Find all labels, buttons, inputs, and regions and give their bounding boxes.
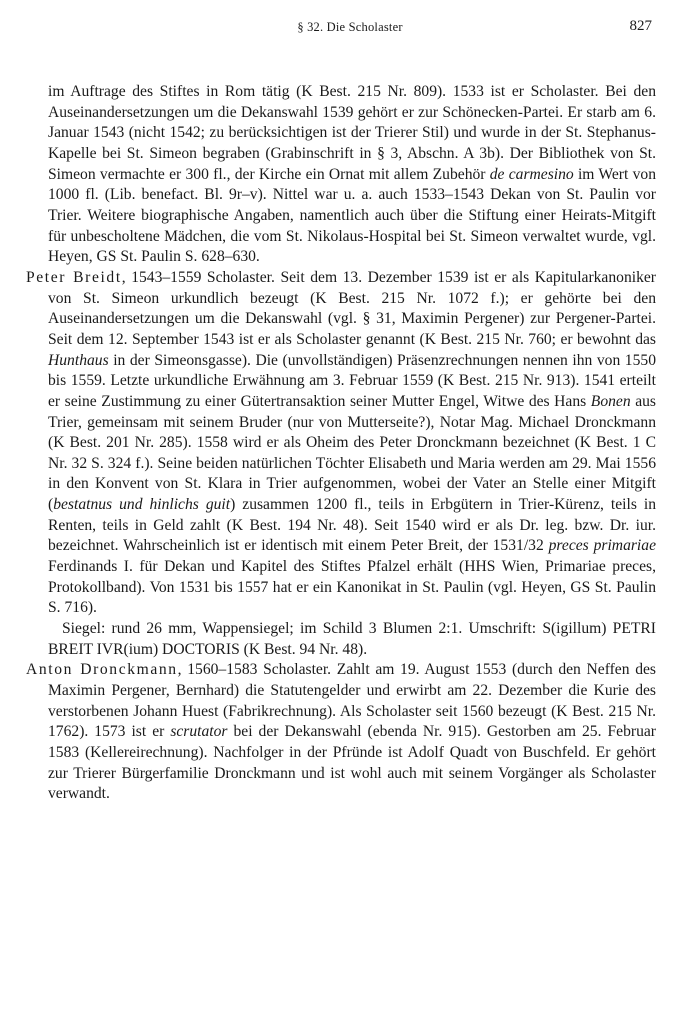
entry-peter-breidt bbox=[26, 268, 656, 619]
italic-term: preces primariae bbox=[548, 537, 656, 555]
text-run: Siegel: rund 26 mm, Wappensiegel; im Schild 3 Blumen 2:1. Umschrift: S(igillum) PETRI BREIT IVR(ium) DOCTORIS (K Best. 94 Nr. 48). bbox=[48, 620, 656, 658]
text-run: Ferdinands I. für Dekan und Kapitel des Stiftes Pfalzel erhält (HHS Wien, Primariae preces, Protokollband). Von 1531 bis 1557 hat er ein Kanonikat in St. Paulin (vgl. Heyen, GS St. Paulin S. 716). bbox=[48, 558, 656, 617]
italic-term: de carmesino bbox=[489, 165, 574, 183]
text-run: , 1560–1583 Scholaster. Zahlt am 19. August 1553 (durch den Neffen des Maximin Pergener, Bernhard) die Statutengelder und erwirbt am 22. Dezember die Kurie des verstorbenen Johann Huest (Fabrikrechnung). Als Scholaster seit 1560 bezeugt (K Best. 215 Nr. 1762). 1573 ist er bbox=[48, 661, 656, 741]
text-run: aus Trier, gemeinsam mit seinem Bruder (nur von Mutterseite?), Notar Mag. Michael Dronckmann (K Best. 201 Nr. 285). 1558 wird er als Oheim des Peter Dronckmann bezeichnet (K Best. 1 C Nr. 32 S. 324 f.). Seine beiden natürlichen Töchter Elisabeth und Maria werden am 29. Mai 1556 in den Konvent von St. Klara in Trier aufgenommen, wobei der Vater an Stelle einer Mitgift ( bbox=[48, 392, 656, 514]
italic-term: scrutator bbox=[170, 723, 228, 741]
italic-term: Bonen bbox=[590, 392, 631, 410]
entry-anton-dronckmann bbox=[26, 660, 656, 805]
text-run: in der Simeonsgasse). Die (unvollständigen) Präsenzrechnungen nennen ihn von 1550 bis 1559. Letzte urkundliche Erwähnung am 3. Februar 1559 (K Best. 215 Nr. 913). 1541 erteilt er seine Zustimmung zu einer Gütertransaktion seiner Mutter Engel, Witwe des Hans bbox=[48, 351, 656, 410]
text-run: bei der Dekanswahl (ebenda Nr. 915). Gestorben am 25. Februar 1583 (Kellereirechnung). Nachfolger in der Pfründe ist Adolf Quadt von Buschfeld. Er gehört zur Trierer Bürgerfamilie Dronckmann und ist wohl auch mit seinem Vorgänger als Scholaster verwandt. bbox=[48, 723, 656, 803]
italic-term: bestatnus und hinlichs guit bbox=[53, 496, 231, 514]
person-name: Anton Dronckmann bbox=[26, 661, 178, 679]
page-number: 827 bbox=[629, 18, 652, 34]
text-run: im Wert von 1000 fl. (Lib. benefact. Bl. 9r–v). Nittel war u. a. auch 1533–1543 Dekan von St. Paulin vor Trier. Weitere biographische Angaben, namentlich auch über die Stiftung einer Heirats-Mitgift für unbescholtene Mädchen, die vom St. Nikolaus-Hospital bei St. Simeon verwaltet wurde, vgl. Heyen, GS St. Paulin S. 628–630. bbox=[48, 165, 656, 266]
paragraph-nittel-continuation bbox=[26, 82, 656, 268]
page-body bbox=[26, 82, 656, 805]
running-title: § 32. Die Scholaster bbox=[297, 20, 403, 34]
person-name: Peter Breidt bbox=[26, 268, 122, 286]
seal-description bbox=[26, 619, 656, 660]
text-run: , 1543–1559 Scholaster. Seit dem 13. Dezember 1539 ist er als Kapitularkanoniker von St. Simeon urkundlich bezeugt (K Best. 215 Nr. 1072 f.); er gehörte bei den Auseinandersetzungen um die Dekanswahl (vgl. § 31, Maximin Pergener) zur Pergener-Partei. Seit dem 12. September 1543 ist er als Scholaster genannt (K Best. 215 Nr. 760; er bewohnt das bbox=[48, 268, 656, 348]
text-run: ) zusammen 1200 fl., teils in Erbgütern in Trier-Kürenz, teils in Renten, teils in Geld zahlt (K Best. 194 Nr. 48). Seit 1540 wird er als Dr. leg. bzw. Dr. iur. bezeichnet. Wahrscheinlich ist er identisch mit einem Peter Breit, der 1531/32 bbox=[48, 496, 657, 555]
page-header bbox=[48, 18, 652, 42]
text-run: im Auftrage des Stiftes in Rom tätig (K Best. 215 Nr. 809). 1533 ist er Scholaster. Bei den Auseinandersetzungen um die Dekanswahl 1539 gehört er zur Schönecken-Partei. Er starb am 6. Januar 1543 (nicht 1542; zu berücksichtigen ist der Trierer Stil) und wurde in der St. Stephanus-Kapelle bei St. Simeon begraben (Grabinschrift in § 3, Abschn. A 3b). Der Bibliothek von St. Simeon vermachte er 300 fl., der Kirche ein Ornat mit allem Zubehör bbox=[48, 83, 656, 183]
italic-term: Hunthaus bbox=[48, 351, 109, 369]
